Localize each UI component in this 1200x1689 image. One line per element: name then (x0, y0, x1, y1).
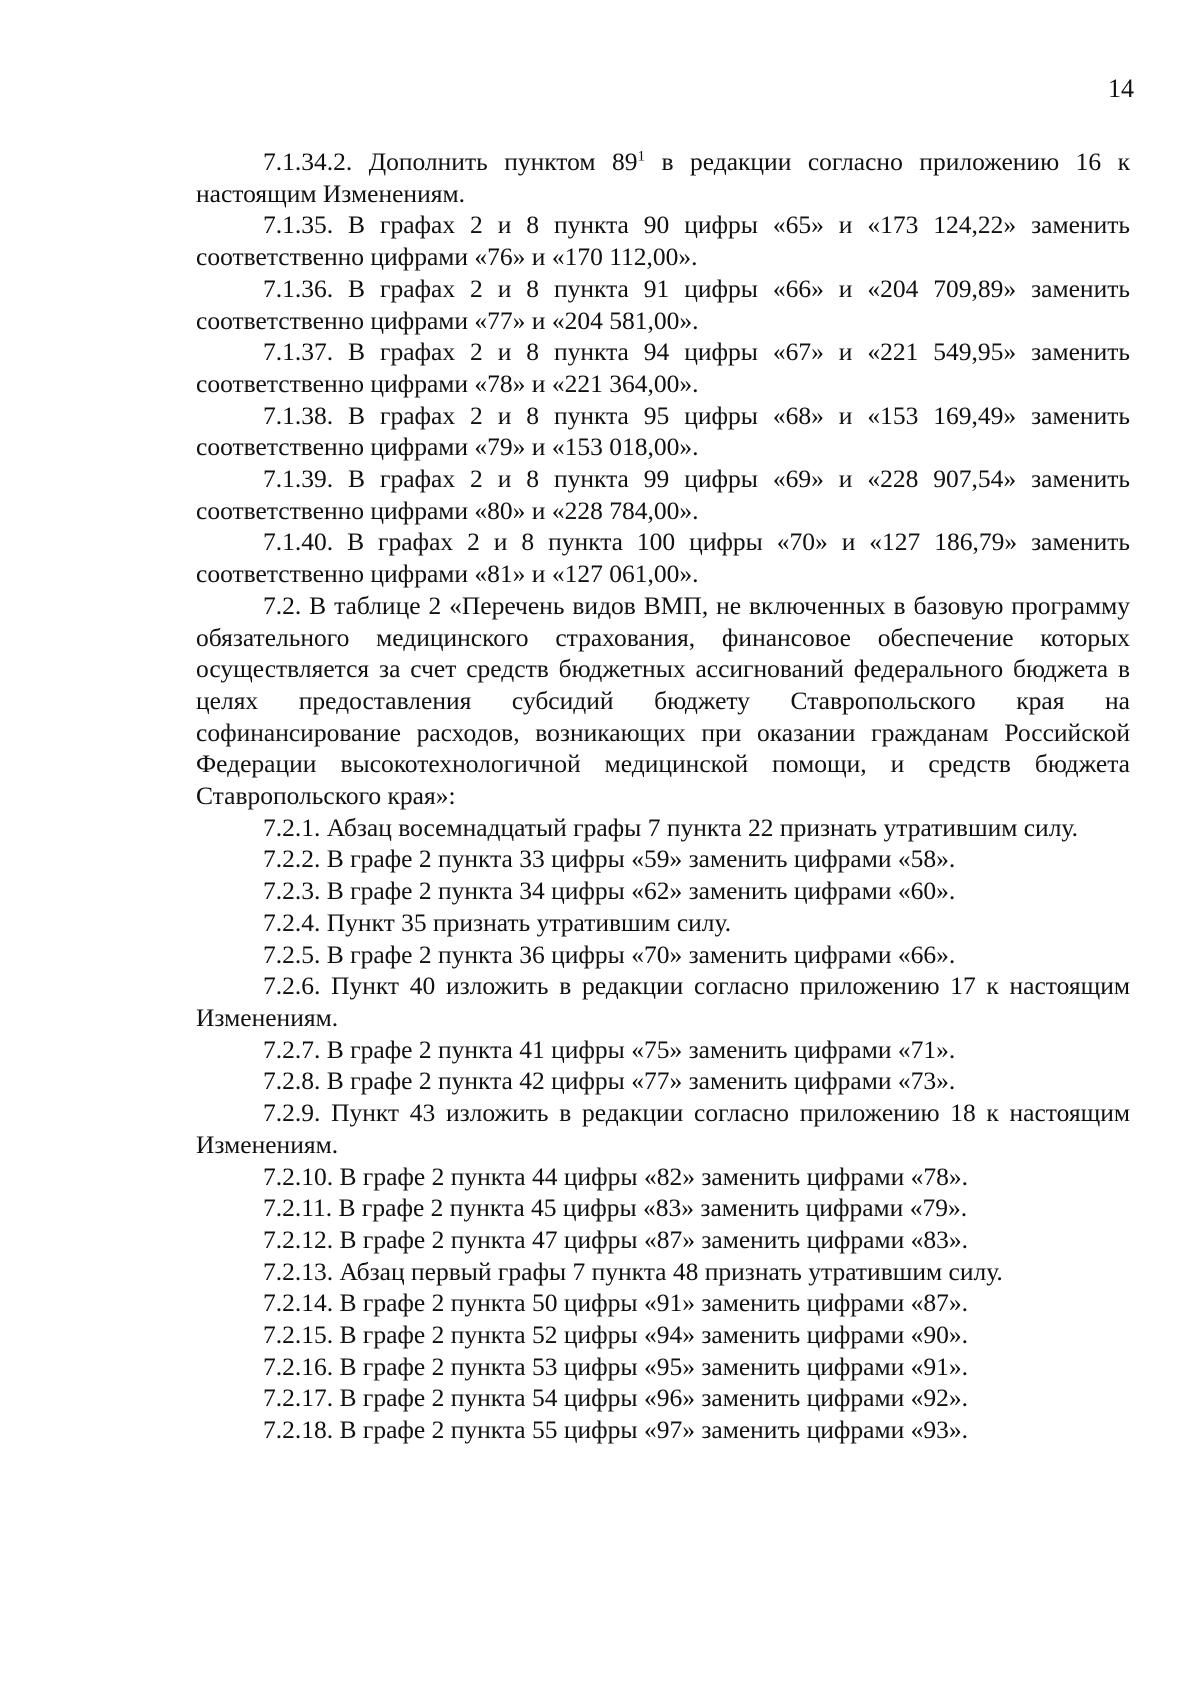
paragraph-7-2-10: 7.2.10. В графе 2 пункта 44 цифры «82» заменить цифрами «78». (263, 1161, 969, 1191)
paragraph-7-1-35: 7.1.35. В графах 2 и 8 пункта 90 цифры «65» и «173 124,22» заменить соответственно цифрами «76» и «170 112,00». (196, 210, 1130, 272)
paragraph-7-2-4: 7.2.4. Пункт 35 признать утратившим силу. (263, 907, 732, 937)
paragraph-7-1-40: 7.1.40. В графах 2 и 8 пункта 100 цифры «70» и «127 186,79» заменить соответственно цифрами «81» и «127 061,00». (196, 527, 1130, 589)
page-number: 14 (1108, 74, 1134, 103)
paragraph-7-2-15: 7.2.15. В графе 2 пункта 52 цифры «94» заменить цифрами «90». (263, 1320, 969, 1350)
paragraph-7-2-14: 7.2.14. В графе 2 пункта 50 цифры «91» заменить цифрами «87». (263, 1288, 969, 1318)
paragraph-7-2-13: 7.2.13. Абзац первый графы 7 пункта 48 признать утратившим силу. (263, 1256, 1003, 1286)
paragraph-text-start: 7.1.34.2. Дополнить пунктом 89 (263, 147, 638, 176)
paragraph-7-2-6: 7.2.6. Пункт 40 изложить в редакции согласно приложению 17 к настоящим Изменениям. (196, 971, 1130, 1032)
paragraph-7-2-18: 7.2.18. В графе 2 пункта 55 цифры «97» заменить цифрами «93». (263, 1415, 969, 1445)
paragraph-7-2-1: 7.2.1. Абзац восемнадцатый графы 7 пункта 22 признать утратившим силу. (263, 812, 1079, 842)
paragraph-7-1-36: 7.1.36. В графах 2 и 8 пункта 91 цифры «66» и «204 709,89» заменить соответственно цифрами «77» и «204 581,00». (196, 273, 1130, 335)
paragraph-7-2-9: 7.2.9. Пункт 43 изложить в редакции согласно приложению 18 к настоящим Изменениям. (196, 1098, 1130, 1159)
document-body (196, 146, 1130, 1446)
paragraph-7-2-17: 7.2.17. В графе 2 пункта 54 цифры «96» заменить цифрами «92». (263, 1383, 969, 1413)
paragraph-7-2-16: 7.2.16. В графе 2 пункта 53 цифры «95» заменить цифрами «91». (263, 1351, 969, 1381)
paragraph-7-1-37: 7.1.37. В графах 2 и 8 пункта 94 цифры «67» и «221 549,95» заменить соответственно цифрами «78» и «221 364,00». (196, 337, 1130, 398)
paragraph-7-2-5: 7.2.5. В графе 2 пункта 36 цифры «70» заменить цифрами «66». (263, 939, 956, 969)
paragraph-7-2-12: 7.2.12. В графе 2 пункта 47 цифры «87» заменить цифрами «83». (263, 1224, 969, 1254)
paragraph-7-1-34-2 (196, 146, 1130, 209)
paragraph-7-2: 7.2. В таблице 2 «Перечень видов ВМП, не включенных в базовую программу обязательного медицинского страхования, финансовое обеспечение которых осуществляется за счет средств бюджетных ассигнований федерального бюджета в целях предоставления субсидий бюджету Ставропольского края на софинансирование расходов, возникающих при оказании гражданам Российской Федерации высокотехнологичной медицинской помощи, и средств бюджета Ставропольского края»: (196, 590, 1130, 811)
paragraph-7-2-2: 7.2.2. В графе 2 пункта 33 цифры «59» заменить цифрами «58». (263, 844, 956, 874)
paragraph-7-2-3: 7.2.3. В графе 2 пункта 34 цифры «62» заменить цифрами «60». (263, 876, 956, 906)
paragraph-7-2-11: 7.2.11. В графе 2 пункта 45 цифры «83» заменить цифрами «79». (263, 1193, 968, 1223)
paragraph-7-2-8: 7.2.8. В графе 2 пункта 42 цифры «77» заменить цифрами «73». (263, 1066, 956, 1096)
paragraph-text-end: в редакции согласно приложению 16 к настоящим Изменениям. (196, 147, 1130, 208)
paragraph-7-1-38: 7.1.38. В графах 2 и 8 пункта 95 цифры «68» и «153 169,49» заменить соответственно цифрами «79» и «153 018,00». (196, 400, 1130, 462)
paragraph-7-1-39: 7.1.39. В графах 2 и 8 пункта 99 цифры «69» и «228 907,54» заменить соответственно цифрами «80» и «228 784,00». (196, 464, 1130, 525)
superscript-index: 1 (637, 148, 645, 165)
paragraph-7-2-7: 7.2.7. В графе 2 пункта 41 цифры «75» заменить цифрами «71». (263, 1034, 956, 1064)
